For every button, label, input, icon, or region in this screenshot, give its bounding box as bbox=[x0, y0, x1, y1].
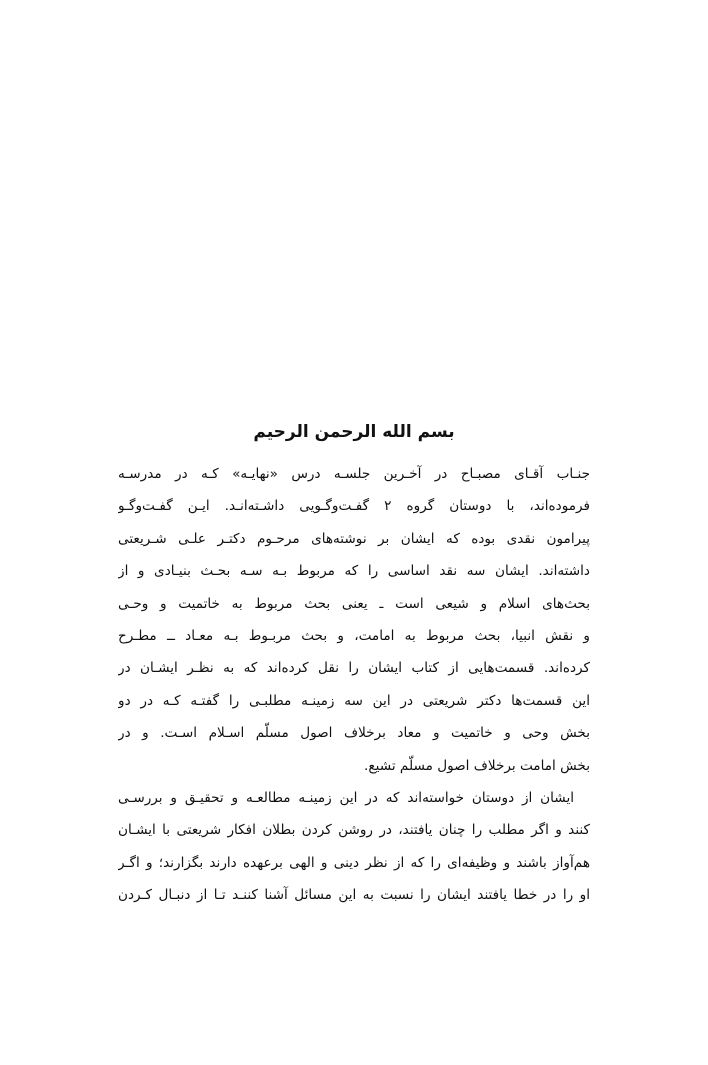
text-line: بحث‌های اسلام و شیعی است ـ یعنی بحث مربوط به خاتمیت و وحـی bbox=[118, 595, 590, 612]
body-text bbox=[118, 458, 590, 911]
text-line: هم‌آواز باشند و وظیفه‌ای را که از نظر دینی و الهی برعهده دارند بگزارند؛ و اگـر bbox=[118, 854, 590, 871]
text-line: بخش امامت برخلاف اصول مسلّم تشیع. bbox=[364, 757, 590, 774]
text-line: داشته‌اند. ایشان سه نقد اساسی را که مربوط بـه سـه بحـث بنیـادی و از bbox=[118, 563, 590, 580]
text-line: کرده‌اند. قسمت‌هایی از کتاب ایشان را نقل کرده‌اند که به نظـر ایشـان در bbox=[118, 660, 590, 677]
paragraph-1 bbox=[118, 458, 590, 782]
paragraph-2 bbox=[118, 782, 590, 912]
text-line: کنند و اگر مطلب را چنان یافتند، در روشن کردن بطلان افکار شریعتی با ایشـان bbox=[118, 822, 590, 839]
text-line: و نقش انبیا، بحث مربوط به امامت، و بحث مربـوط بـه معـاد ــ مطـرح bbox=[118, 627, 590, 644]
text-line: بخش وحی و خاتمیت و معاد برخلاف اصول مسلّم اسـلام اسـت. و در bbox=[118, 725, 590, 742]
text-line: این قسمت‌ها دکتر شریعتی در این سه زمینـه مطلبـی را گفتـه کـه در دو bbox=[118, 692, 590, 709]
text-line: ایشان از دوستان خواسته‌اند که در این زمینـه مطالعـه و تحقیـق و بررسـی bbox=[118, 789, 574, 806]
text-line: پیرامون نقدی بوده که ایشان بر نوشته‌های مرحـوم دکتـر علـی شـریعتی bbox=[118, 530, 590, 547]
text-line: جنـاب آقـای مصبـاح در آخـرین جلسـه درس «نهایـه» کـه در مدرسـه bbox=[118, 466, 590, 482]
text-line: او را در خطا یافتند ایشان را نسبت به این مسائل آشنا کننـد تـا از دنبـال کـردن bbox=[118, 887, 590, 904]
basmala-heading: بسم الله الرحمن الرحيم bbox=[253, 422, 455, 442]
text-line: فرموده‌اند، با دوستان گروه ۲ گفـت‌وگـویی داشـته‌انـد. ایـن گفـت‌وگـو bbox=[118, 498, 590, 515]
